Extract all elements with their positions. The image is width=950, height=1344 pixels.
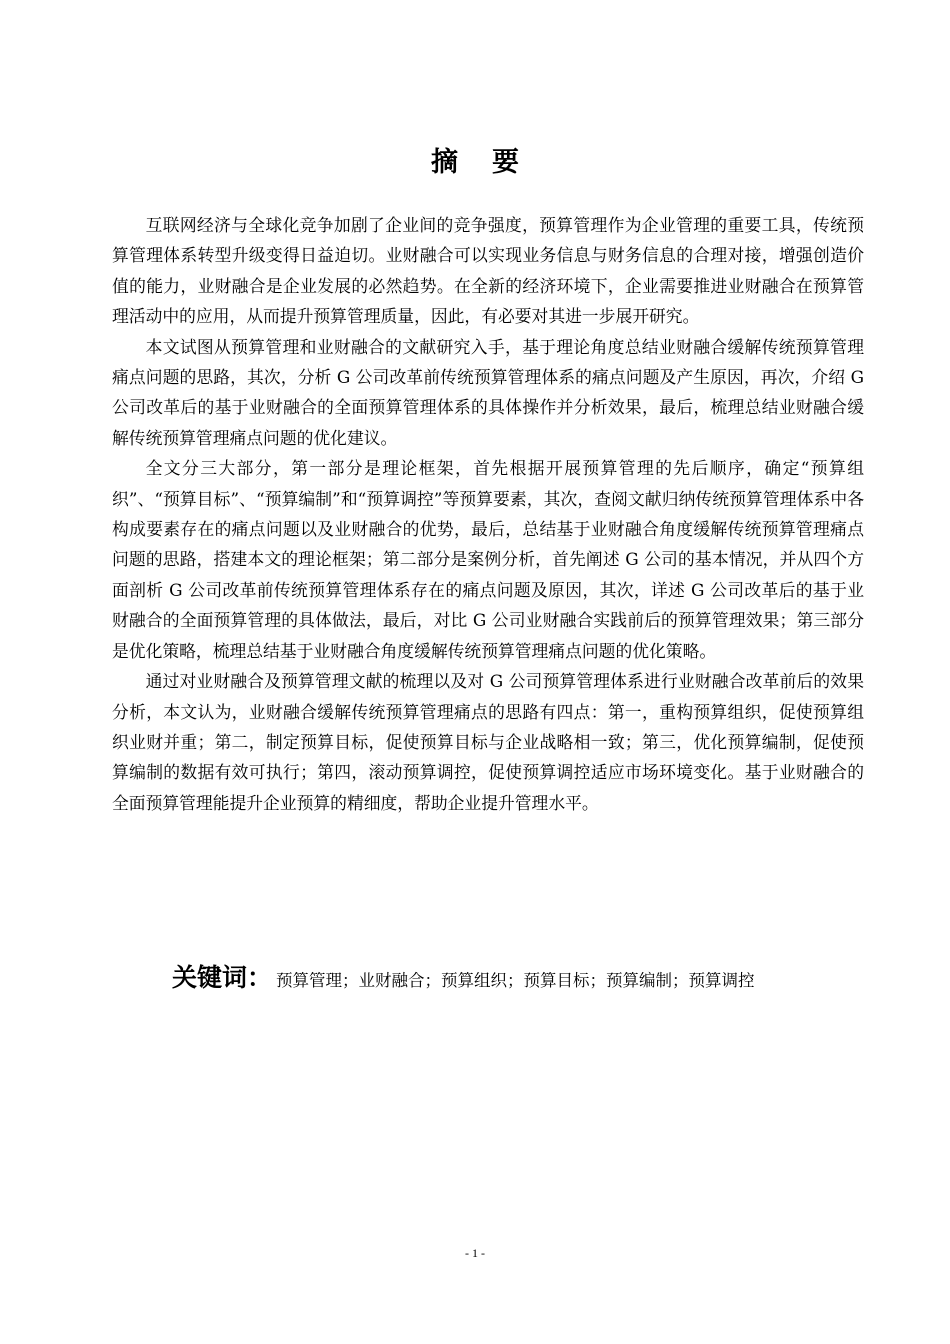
abstract-paragraph-1: 互联网经济与全球化竞争加剧了企业间的竞争强度，预算管理作为企业管理的重要工具，传统预算管理体系转型升级变得日益迫切。业财融合可以实现业务信息与财务信息的合理对接，增强创造价值的能力，业财融合是企业发展的必然趋势。在全新的经济环境下，企业需要推进业财融合在预算管理活动中的应用，从而提升预算管理质量，因此，有必要对其进一步展开研究。 [112, 215, 864, 327]
keywords-list: 预算管理；业财融合；预算组织；预算目标；预算编制；预算调控 [276, 971, 755, 990]
abstract-body [112, 210, 864, 818]
page-number: - 1 - [465, 1246, 485, 1260]
abstract-paragraph-3: 全文分三大部分，第一部分是理论框架，首先根据开展预算管理的先后顺序，确定“预算组织”、“预算目标”、“预算编制”和“预算调控”等预算要素，其次，查阅文献归纳传统预算管理体系中各构成要素存在的痛点问题以及业财融合的优势，最后，总结基于业财融合角度缓解传统预算管理痛点问题的思路，搭建本文的理论框架；第二部分是案例分析，首先阐述 G 公司的基本情况，并从四个方面剖析 G 公司改革前传统预算管理体系存在的痛点问题及原因，其次，详述 G 公司改革后的基于业财融合的全面预算管理的具体做法，最后，对比 G 公司业财融合实践前后的预算管理效果；第三部分是优化策略，梳理总结基于业财融合角度缓解传统预算管理痛点问题的优化策略。 [112, 458, 864, 661]
abstract-paragraph-2: 本文试图从预算管理和业财融合的文献研究入手，基于理论角度总结业财融合缓解传统预算管理痛点问题的思路，其次，分析 G 公司改革前传统预算管理体系的痛点问题及产生原因，再次，介绍 G 公司改革后的基于业财融合的全面预算管理体系的具体操作并分析效果，最后，梳理总结业财融合缓解传统预算管理痛点问题的优化建议。 [112, 336, 864, 448]
abstract-title: 摘要 [431, 147, 553, 178]
keywords-label: 关键词： [172, 963, 273, 992]
keywords-line [172, 958, 892, 994]
abstract-paragraph-4: 通过对业财融合及预算管理文献的梳理以及对 G 公司预算管理体系进行业财融合改革前后的效果分析，本文认为，业财融合缓解传统预算管理痛点的思路有四点：第一，重构预算组织，促使预算组织业财并重；第二，制定预算目标，促使预算目标与企业战略相一致；第三，优化预算编制，促使预算编制的数据有效可执行；第四，滚动预算调控，促使预算调控适应市场环境变化。基于业财融合的全面预算管理能提升企业预算的精细度，帮助企业提升管理水平。 [112, 671, 864, 813]
